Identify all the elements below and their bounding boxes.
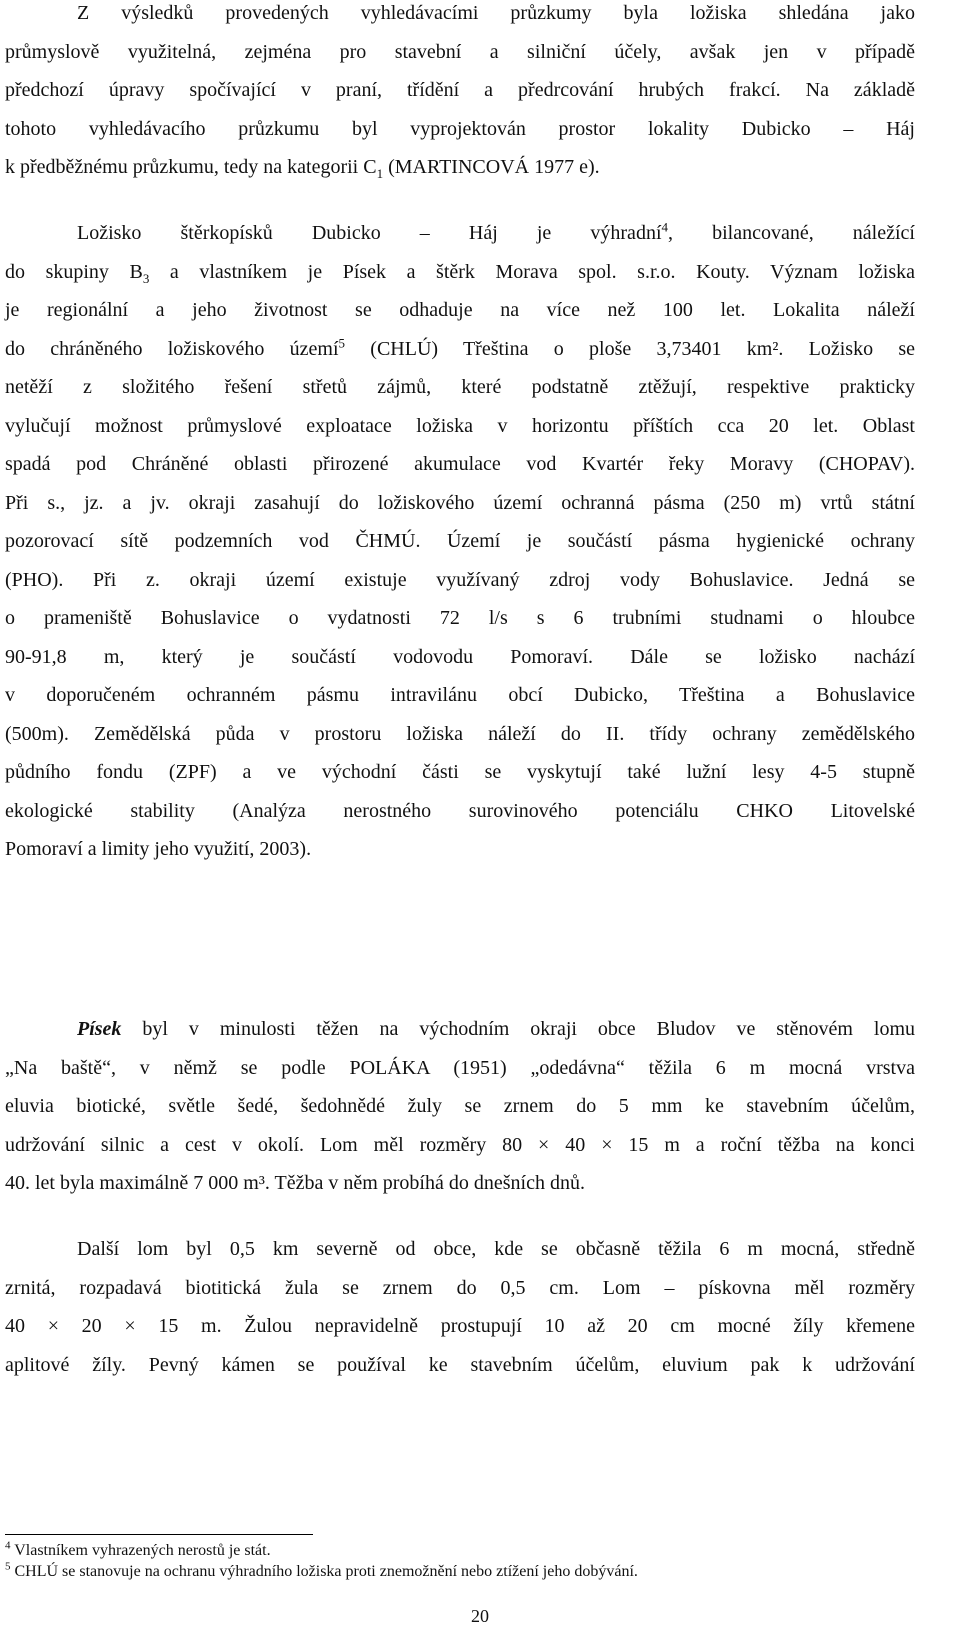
emphasis-term: Písek xyxy=(77,1018,122,1040)
footnote-separator xyxy=(5,1534,313,1535)
text-line: pozorovací sítě podzemních vod ČHMÚ. Území je součástí pásma hygienické ochrany xyxy=(5,530,915,552)
text-line: Další lom byl 0,5 km severně od obce, kde se občasně těžila 6 m mocná, středně xyxy=(77,1238,915,1260)
paragraph-1 xyxy=(5,0,915,187)
text-line: netěží z složitého řešení střetů zájmů, které podstatně ztěžují, respektive prakticky xyxy=(5,376,915,398)
text-line xyxy=(5,214,915,253)
text-line: vylučují možnost průmyslové exploatace ložiska v horizontu příštích cca 20 let. Oblast xyxy=(5,414,915,437)
footnote-text: CHLÚ se stanovuje na ochranu výhradního ložiska proti znemožnění nebo ztížení jeho dobývání. xyxy=(10,1563,638,1580)
text-line: spadá pod Chráněné oblasti přirozené akumulace vod Kvartér řeky Moravy (CHOPAV). xyxy=(5,453,915,475)
footnote-4 xyxy=(5,1540,915,1562)
text-line: ekologické stability (Analýza nerostného surovinového potenciálu CHKO Litovelské xyxy=(5,799,915,822)
footnote-5 xyxy=(5,1561,915,1583)
paragraph-4 xyxy=(5,1230,915,1384)
text-run: do chráněného ložiskového území xyxy=(5,337,339,360)
text-line: zrnitá, rozpadavá biotitická žula se zrnem do 0,5 cm. Lom – pískovna měl rozměry xyxy=(5,1276,915,1299)
text-run: k předběžnému průzkumu, tedy na kategorii C xyxy=(5,156,377,178)
text-run: do skupiny B xyxy=(5,260,143,283)
text-line: 40 × 20 × 15 m. Žulou nepravidelně prostupují 10 až 20 cm mocné žíly křemene xyxy=(5,1315,915,1337)
subscript: 3 xyxy=(142,270,150,286)
text-line: tohoto vyhledávacího průzkumu byl vyprojektován prostor lokality Dubicko – Háj xyxy=(5,117,915,140)
text-line: je regionální a jeho životnost se odhaduje na více než 100 let. Lokalita náleží xyxy=(5,299,915,321)
footnote-ref: 5 xyxy=(338,334,346,350)
text-line: (500m). Zemědělská půda v prostoru ložiska náleží do II. třídy ochrany zemědělského xyxy=(5,722,915,745)
text-line xyxy=(5,1010,915,1049)
text-line: Při s., jz. a jv. okraji zasahují do ložiskového území ochranná pásma (250 m) vrtů státní xyxy=(5,491,915,514)
text-line: Z výsledků provedených vyhledávacími průzkumy byla ložiska shledána jako xyxy=(77,2,915,24)
text-line: eluvia biotické, světle šedé, šedohnědé žuly se zrnem do 5 mm ke stavebním účelům, xyxy=(5,1095,915,1117)
text-line: půdního fondu (ZPF) a ve východní části se vyskytují také lužní lesy 4-5 stupně xyxy=(5,761,915,783)
text-run: byl v minulosti těžen na východním okraji obce Bludov ve stěnovém lomu xyxy=(121,1018,915,1040)
text-line: průmyslově využitelná, zejména pro stavební a silniční účely, avšak jen v případě xyxy=(5,40,915,63)
text-line xyxy=(5,330,915,369)
text-line: předchozí úpravy spočívající v praní, třídění a předrcování hrubých frakcí. Na základě xyxy=(5,79,915,101)
footnote-mark: 5 xyxy=(5,1560,11,1573)
text-line: Pomoraví a limity jeho využití, 2003). xyxy=(5,838,312,860)
text-run: , bilancované, náležící xyxy=(668,222,915,244)
footnote-text: Vlastníkem vyhrazených nerostů je stát. xyxy=(10,1542,271,1559)
footnote-mark: 4 xyxy=(5,1539,11,1552)
text-line xyxy=(5,253,915,292)
text-run: a vlastníkem je Písek a štěrk Morava spol. s.r.o. Kouty. Význam ložiska xyxy=(149,260,915,283)
text-line: (PHO). Při z. okraji území existuje využívaný zdroj vody Bohuslavice. Jedná se xyxy=(5,568,915,591)
text-line: 40. let byla maximálně 7 000 m³. Těžba v něm probíhá do dnešních dnů. xyxy=(5,1172,585,1194)
paragraph-3 xyxy=(5,1010,915,1203)
text-run: Ložisko štěrkopísků Dubicko – Háj je výhradní xyxy=(77,222,662,244)
text-line: udržování silnic a cest v okolí. Lom měl rozměry 80 × 40 × 15 m a roční těžba na konci xyxy=(5,1133,915,1156)
text-line: „Na baště“, v němž se podle POLÁKA (1951) „odedávna“ těžila 6 m mocná vrstva xyxy=(5,1056,915,1079)
text-line: aplitové žíly. Pevný kámen se používal ke stavebním účelům, eluvium pak k udržování xyxy=(5,1353,915,1376)
paragraph-2 xyxy=(5,214,915,869)
text-run: (CHLÚ) Třeština o ploše 3,73401 km². Ložisko se xyxy=(345,337,916,360)
text-line: v doporučeném ochranném pásmu intravilánu obcí Dubicko, Třeština a Bohuslavice xyxy=(5,684,915,706)
subscript: 1 xyxy=(376,166,384,181)
text-line xyxy=(5,148,915,187)
page-number: 20 xyxy=(471,1606,489,1626)
text-line: o prameniště Bohuslavice o vydatnosti 72 l/s s 6 trubními studnami o hloubce xyxy=(5,607,915,629)
footnote-ref: 4 xyxy=(661,219,668,235)
text-run: (MARTINCOVÁ 1977 e). xyxy=(383,156,600,178)
text-line: 90-91,8 m, který je součástí vodovodu Pomoraví. Dále se ložisko nachází xyxy=(5,645,915,668)
